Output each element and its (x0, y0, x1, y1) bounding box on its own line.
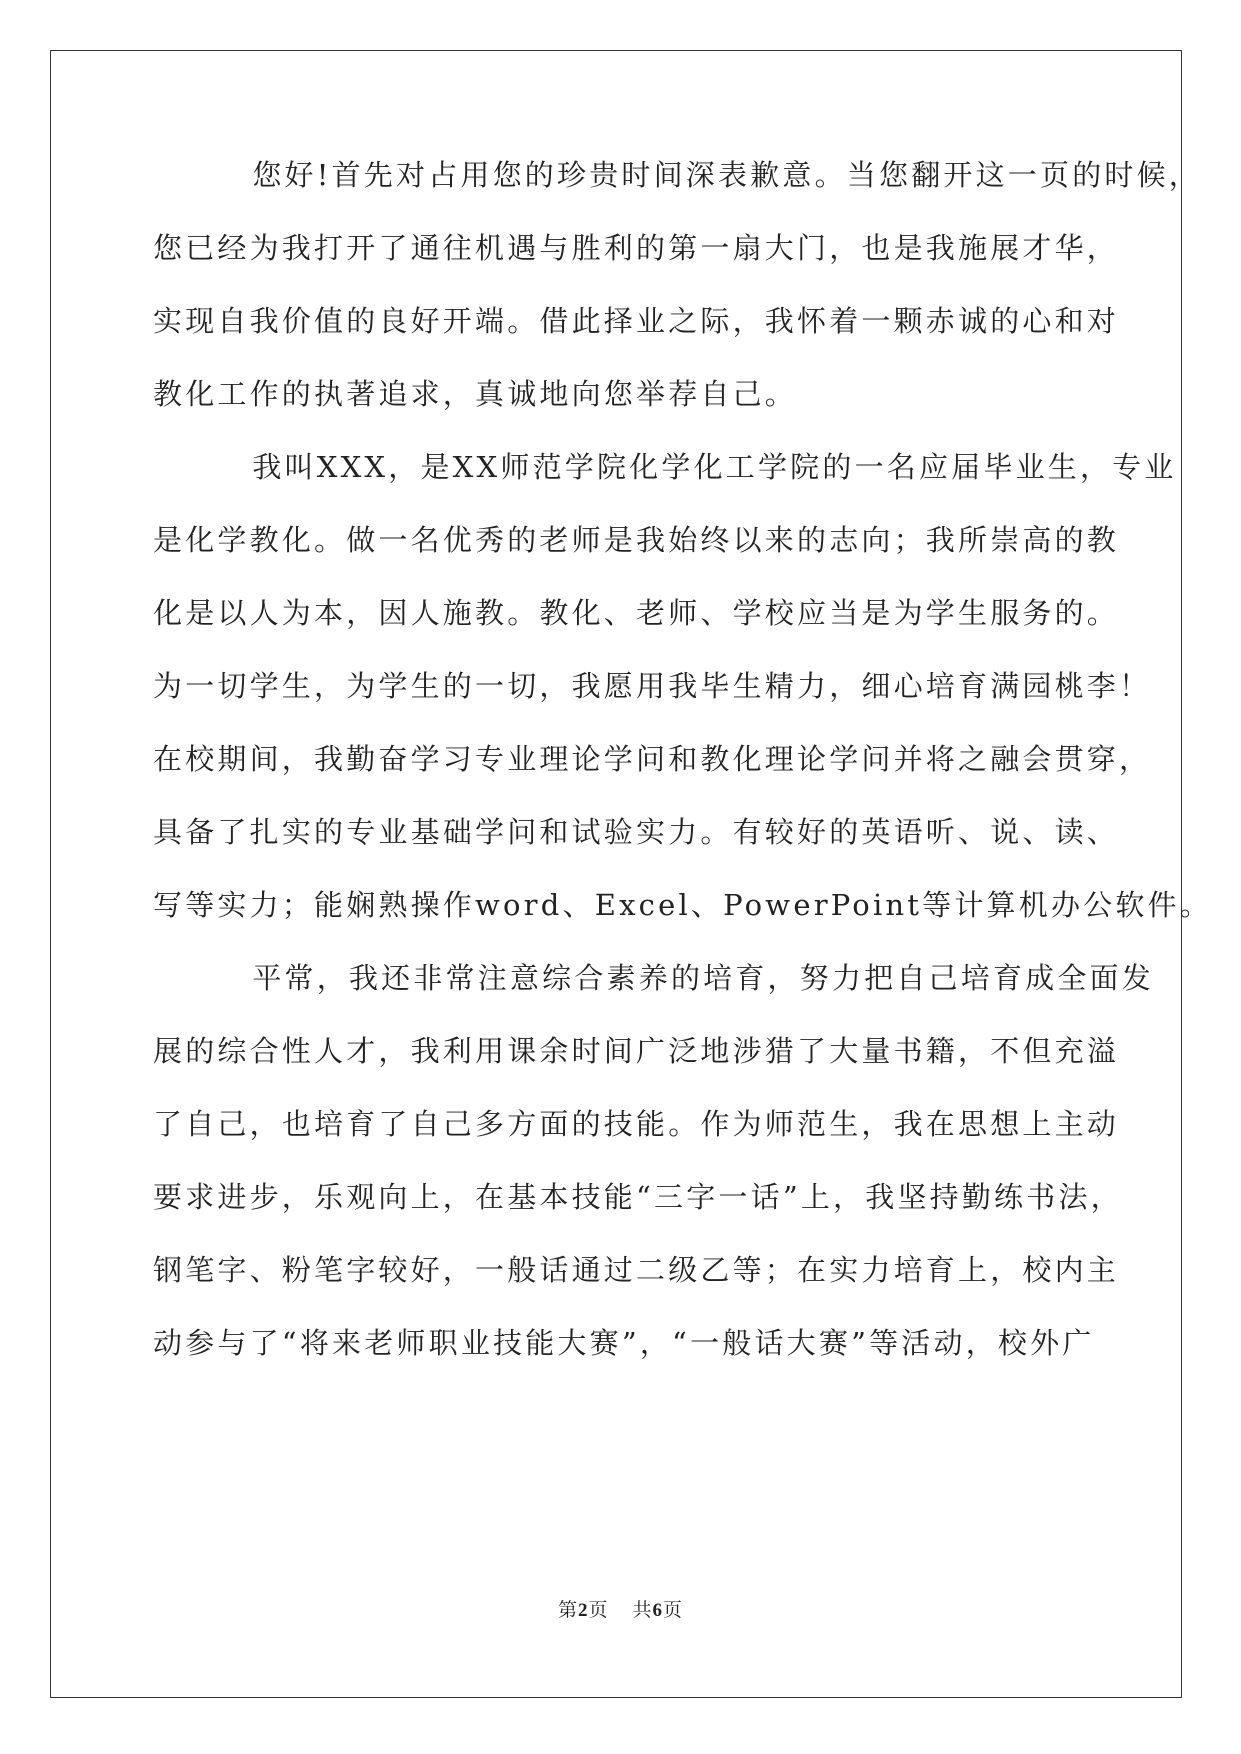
text-line: 了自己，也培育了自己多方面的技能。作为师范生，我在思想上主动 (153, 1107, 1120, 1141)
text-line: 钢笔字、粉笔字较好，一般话通过二级乙等；在实力培育上，校内主 (153, 1253, 1120, 1287)
page-number: 2 (577, 1600, 589, 1621)
text-line: 写等实力；能娴熟操作word、Excel、PowerPoint等计算机办公软件。 (153, 888, 1212, 922)
text-line: 在校期间，我勤奋学习专业理论学问和教化理论学问并将之融会贯穿， (153, 742, 1152, 776)
text-line: 您好!首先对占用您的珍贵时间深表歉意。当您翻开这一页的时候， (153, 158, 1202, 192)
text-line: 为一切学生，为学生的一切，我愿用我毕生精力，细心培育满园桃李！ (153, 669, 1152, 703)
text-line: 我叫XXX，是XX师范学院化学化工学院的一名应届毕业生，专业 (153, 450, 1177, 484)
page-border (50, 50, 1182, 1698)
page-footer (0, 1595, 1241, 1622)
text-line: 展的综合性人才，我利用课余时间广泛地涉猎了大量书籍，不但充溢 (153, 1034, 1120, 1068)
page-suffix: 页 (588, 1600, 609, 1621)
text-line: 您已经为我打开了通往机遇与胜利的第一扇大门，也是我施展才华， (153, 231, 1120, 265)
text-line: 平常，我还非常注意综合素养的培育，努力把自己培育成全面发 (153, 961, 1154, 995)
text-line: 动参与了“将来老师职业技能大赛”，“一般话大赛”等活动，校外广 (153, 1326, 1095, 1360)
total-suffix: 页 (663, 1600, 684, 1621)
text-line: 具备了扎实的专业基础学问和试验实力。有较好的英语听、说、读、 (153, 815, 1120, 849)
page-prefix: 第 (557, 1600, 578, 1621)
total-pages: 6 (652, 1600, 664, 1621)
total-prefix: 共 (632, 1600, 653, 1621)
text-line: 是化学教化。做一名优秀的老师是我始终以来的志向；我所崇高的教 (153, 523, 1120, 557)
text-line: 教化工作的执著追求，真诚地向您举荐自己。 (153, 377, 798, 411)
text-line: 要求进步，乐观向上，在基本技能“三字一话”上，我坚持勤练书法， (153, 1180, 1123, 1214)
text-line: 化是以人为本，因人施教。教化、老师、学校应当是为学生服务的。 (153, 596, 1120, 630)
text-line: 实现自我价值的良好开端。借此择业之际，我怀着一颗赤诚的心和对 (153, 304, 1120, 338)
